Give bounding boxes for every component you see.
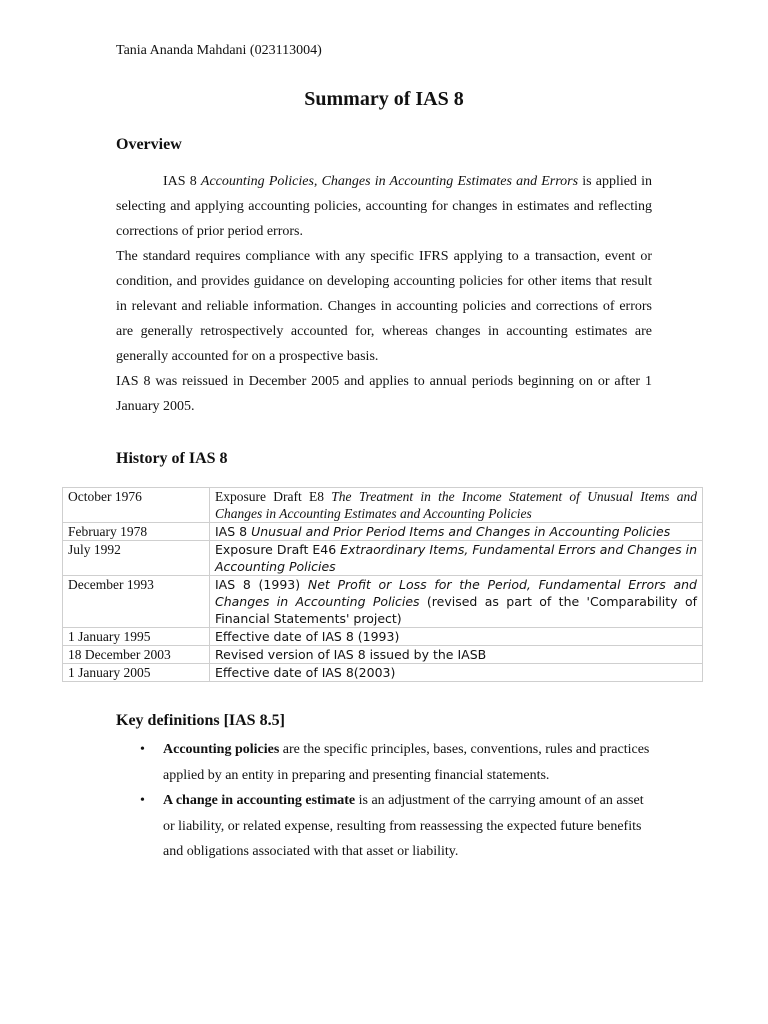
- p1-italic-title: Accounting Policies, Changes in Accounting Estimates and Errors: [200, 174, 579, 189]
- definition-text: are the specific principles, bases, conventions, rules and practices applied by an entity in preparing and presenting financial statements.: [163, 742, 650, 783]
- overview-heading: Overview: [116, 136, 182, 153]
- page-title: Summary of IAS 8: [304, 88, 464, 110]
- definition-text: is an adjustment of the carrying amount of an asset or liability, or related expense, resulting from reassessing the expected future benefits and obligations associated with that asset or liability.: [163, 793, 644, 859]
- definitions-heading: Key definitions [IAS 8.5]: [116, 712, 285, 729]
- event-cell: Exposure Draft E8 The Treatment in the Income Statement of Unusual Items and Changes in Accounting Estimates and Accounting Policies: [210, 488, 703, 523]
- table-row: [63, 488, 703, 523]
- table-row: [63, 646, 703, 664]
- event-cell: Effective date of IAS 8 (1993): [210, 628, 703, 646]
- table-row: [63, 576, 703, 628]
- p1-suffix: is applied in selecting and applying accounting policies, accounting for changes in estimates and reflecting corrections of prior period errors.: [116, 174, 652, 239]
- overview-body: [116, 169, 652, 419]
- date-cell: 1 January 2005: [63, 664, 210, 682]
- table-row: [63, 541, 703, 576]
- event-cell: IAS 8 Unusual and Prior Period Items and Changes in Accounting Policies: [210, 523, 703, 541]
- event-cell: Effective date of IAS 8(2003): [210, 664, 703, 682]
- history-heading: History of IAS 8: [116, 450, 228, 467]
- table-row: [63, 664, 703, 682]
- list-item: [116, 737, 652, 788]
- overview-paragraph-1: [116, 169, 652, 244]
- definitions-list: [116, 737, 652, 865]
- table-row: [63, 628, 703, 646]
- date-cell: July 1992: [63, 541, 210, 576]
- date-cell: December 1993: [63, 576, 210, 628]
- event-cell: Exposure Draft E46 Extraordinary Items, Fundamental Errors and Changes in Accounting Policies: [210, 541, 703, 576]
- history-table: [62, 487, 703, 682]
- event-cell: IAS 8 (1993) Net Profit or Loss for the Period, Fundamental Errors and Changes in Accounting Policies (revised as part of the 'Comparability of Financial Statements' project): [210, 576, 703, 628]
- author-line: Tania Ananda Mahdani (023113004): [116, 43, 322, 58]
- p1-prefix: IAS 8: [163, 174, 201, 189]
- date-cell: October 1976: [63, 488, 210, 523]
- definition-term: A change in accounting estimate: [163, 793, 356, 808]
- overview-paragraph-3: IAS 8 was reissued in December 2005 and applies to annual periods beginning on or after 1 January 2005.: [116, 374, 652, 414]
- definition-term: Accounting policies: [163, 742, 280, 757]
- list-item: [116, 788, 652, 865]
- date-cell: February 1978: [63, 523, 210, 541]
- table-row: [63, 523, 703, 541]
- overview-paragraph-2: The standard requires compliance with any specific IFRS applying to a transaction, event or condition, and provides guidance on developing accounting policies for other items that result in relevant and reliable information. Changes in accounting policies and corrections of errors are generally retrospectively accounted for, whereas changes in accounting estimates are generally accounted for on a prospective basis.: [116, 249, 652, 364]
- event-cell: Revised version of IAS 8 issued by the IASB: [210, 646, 703, 664]
- date-cell: 1 January 1995: [63, 628, 210, 646]
- date-cell: 18 December 2003: [63, 646, 210, 664]
